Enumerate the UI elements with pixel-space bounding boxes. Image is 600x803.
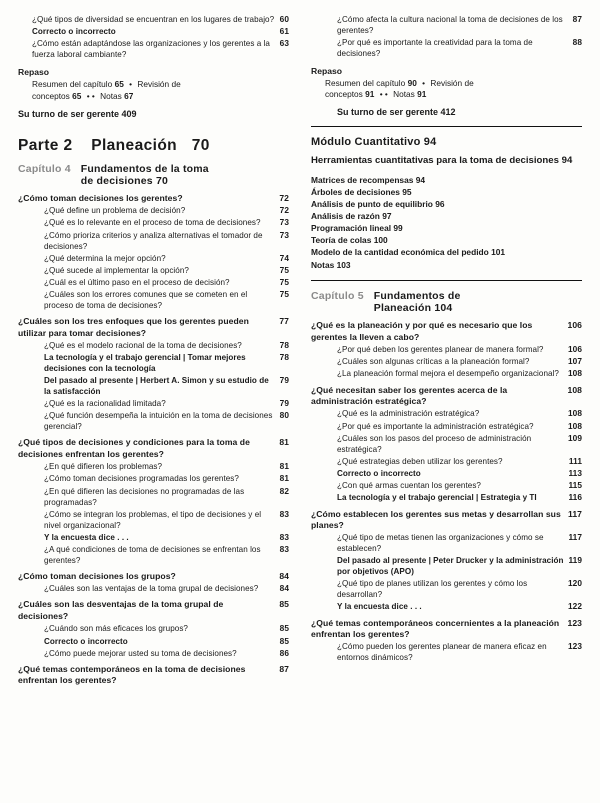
toc-entry-text: ¿Qué tipos de diversidad se encuentran en los lugares de trabajo? (32, 15, 275, 24)
toc-entry-page: 83 (279, 508, 289, 519)
toc-entry-text: ¿Cómo pueden los gerentes planear de manera eficaz en entornos dinámicos? (337, 642, 547, 663)
toc-entry-text: Correcto o incorrecto (32, 27, 116, 37)
toc-entry-page: 123 (568, 641, 582, 652)
toc-entry-page: 85 (279, 635, 289, 646)
module-heading[interactable] (311, 136, 582, 148)
repaso-line (32, 91, 289, 102)
toc-section-page: 123 (567, 617, 582, 628)
repaso-line (32, 79, 289, 90)
repaso-concepts-label: conceptos (32, 90, 70, 101)
module-item-text: Matrices de recompensas (311, 174, 414, 185)
section-divider (311, 126, 582, 127)
toc-entry[interactable] (337, 480, 582, 491)
module-item[interactable] (311, 223, 582, 235)
module-subtitle-page: 94 (561, 155, 573, 167)
turno-page: 409 (121, 108, 137, 119)
toc-entry-text: Del pasado al presente | Peter Drucker y la administración por objetivos (APO) (337, 556, 564, 577)
toc-entry[interactable] (32, 14, 289, 25)
toc-entry-page: 79 (279, 398, 289, 409)
toc-entry-text: Del pasado al presente | Herbert A. Simon y su estudio de la satisfacción (44, 376, 269, 397)
toc-entry-text: ¿Cuál es el último paso en el proceso de decisión? (44, 278, 230, 288)
toc-section-page: 72 (279, 192, 289, 203)
module-item-page: 101 (491, 247, 506, 258)
toc-entry-page: 122 (568, 601, 582, 612)
module-item-page: 94 (415, 174, 426, 185)
toc-section-text: ¿Qué es la planeación y por qué es necesario que los gerentes la lleven a cabo? (311, 320, 533, 342)
chapter-title-line2: Planeación (373, 302, 432, 315)
toc-entry[interactable] (44, 410, 289, 432)
repaso-notes-page: 91 (417, 89, 427, 100)
toc-entry[interactable] (32, 26, 289, 37)
toc-entry-text: ¿Por qué es importante la creatividad para la toma de decisiones? (337, 38, 533, 58)
toc-section-text: ¿Qué necesitan saber los gerentes acerca de la administración estratégica? (311, 384, 508, 406)
repaso-concepts-page: 91 (365, 89, 375, 100)
toc-entry[interactable] (44, 461, 289, 472)
toc-entry-text: ¿Por qué deben los gerentes planear de manera formal? (337, 344, 544, 354)
toc-entry[interactable] (337, 421, 582, 432)
toc-entry-text: ¿La planeación formal mejora el desempeño organizacional? (337, 369, 559, 379)
chapter-title-line2: de decisiones (80, 174, 153, 187)
toc-section-heading[interactable] (18, 193, 289, 204)
toc-entry-page: 87 (572, 14, 582, 24)
toc-section-heading[interactable] (18, 316, 289, 339)
toc-entry-text: ¿Cómo prioriza criterios y analiza alternativas el tomador de decisiones? (44, 230, 263, 251)
repaso-label: Repaso (311, 66, 343, 76)
toc-section-page: 77 (279, 316, 289, 327)
toc-entry-page: 111 (568, 455, 582, 466)
toc-entry-text: ¿Qué tipo de metas tienen las organizaciones y cómo se establecen? (337, 533, 544, 554)
toc-entry-page: 116 (568, 492, 582, 503)
toc-entry[interactable] (32, 38, 289, 60)
chapter-title (374, 290, 461, 314)
toc-entry[interactable] (337, 433, 582, 455)
toc-feature-entry[interactable] (337, 468, 582, 479)
module-subtitle-text: Herramientas cuantitativas para la toma de decisiones (311, 155, 559, 167)
toc-entry-page: 117 (568, 532, 582, 543)
module-item-text: Análisis de razón (311, 211, 380, 222)
toc-entry[interactable] (44, 623, 289, 634)
toc-entry-text: ¿En qué difieren los problemas? (44, 462, 163, 472)
toc-entry-page: 86 (279, 647, 289, 658)
repaso-summary-label: Resumen del capítulo (325, 78, 406, 88)
toc-entry-text: ¿Qué es lo relevante en el proceso de toma de decisiones? (44, 218, 261, 228)
toc-entry[interactable] (44, 509, 289, 531)
repaso-label: Repaso (18, 67, 50, 78)
module-item-page: 103 (336, 259, 351, 270)
repaso-line (325, 78, 582, 89)
toc-entry[interactable] (337, 532, 582, 554)
toc-entry-page: 108 (568, 368, 582, 379)
toc-section-text: ¿Qué temas contemporáneos concernientes a la planeación enfrentan los gerentes? (311, 617, 560, 640)
module-item[interactable] (311, 247, 582, 259)
toc-section-heading[interactable] (311, 509, 582, 532)
toc-feature-entry[interactable] (337, 555, 582, 577)
toc-feature-entry[interactable] (44, 636, 289, 647)
toc-entry-text: ¿En qué difieren las decisiones no programadas de las programadas? (44, 486, 245, 507)
toc-entry[interactable] (337, 456, 582, 467)
chapter-heading[interactable] (18, 163, 289, 187)
separator-dot: • • (86, 90, 95, 101)
toc-feature-entry[interactable] (337, 601, 582, 612)
module-page: 94 (423, 136, 437, 149)
repaso-summary-label: Resumen del capítulo (32, 79, 113, 90)
toc-section-page: 81 (279, 437, 289, 448)
module-item-page: 96 (435, 199, 445, 210)
toc-entry[interactable] (337, 14, 582, 36)
module-item-text: Programación lineal (311, 223, 392, 234)
toc-section-page: 87 (279, 663, 289, 674)
toc-section-text: ¿Cómo toman decisiones los grupos? (18, 570, 176, 581)
toc-entry-page: 107 (568, 356, 582, 367)
toc-section-text: ¿Qué temas contemporáneos en la toma de decisiones enfrentan los gerentes? (18, 663, 246, 686)
turno-label: Su turno de ser gerente (18, 108, 120, 119)
toc-entry-page: 84 (279, 583, 289, 594)
toc-entry-text: Correcto o incorrecto (337, 469, 421, 478)
toc-entry[interactable] (337, 356, 582, 367)
toc-section-text: ¿Cómo establecen los gerentes sus metas y desarrollan sus planes? (311, 508, 561, 531)
toc-entry[interactable] (44, 230, 289, 252)
toc-entry[interactable] (44, 340, 289, 351)
module-item[interactable] (311, 235, 582, 247)
repaso-summary-page: 65 (114, 79, 124, 90)
toc-section-text: ¿Cuáles son las desventajas de la toma grupal de decisiones? (18, 599, 224, 621)
toc-feature-entry[interactable] (44, 375, 289, 397)
module-item-page: 100 (373, 235, 388, 246)
turno-line[interactable] (337, 107, 582, 117)
toc-entry[interactable] (44, 205, 289, 216)
toc-entry[interactable] (337, 344, 582, 355)
repaso-line (325, 89, 582, 100)
toc-entry-text: ¿Cuáles son los pasos del proceso de administración estratégica? (337, 433, 532, 454)
toc-entry-text: ¿Con qué armas cuentan los gerentes? (337, 481, 481, 491)
toc-section-heading[interactable] (18, 437, 289, 460)
toc-section-heading[interactable] (311, 618, 582, 641)
toc-entry-page: 113 (568, 468, 582, 478)
toc-entry-text: ¿Qué define un problema de decisión? (44, 206, 186, 216)
toc-section-page: 106 (567, 320, 582, 331)
repaso-review-label: Revisión de (430, 78, 474, 88)
toc-entry[interactable] (44, 544, 289, 566)
toc-entry-page: 78 (279, 352, 289, 363)
toc-entry-text: ¿Cómo afecta la cultura nacional la toma de decisiones de los gerentes? (337, 15, 563, 35)
part-title: Planeación (91, 136, 178, 154)
toc-section-text: ¿Cómo toman decisiones los gerentes? (18, 192, 183, 203)
toc-entry-page: 73 (279, 217, 289, 228)
two-column-layout (18, 14, 582, 793)
toc-entry[interactable] (44, 265, 289, 276)
toc-feature-entry[interactable] (337, 492, 582, 503)
toc-entry[interactable] (44, 486, 289, 508)
toc-entry[interactable] (337, 641, 582, 663)
repaso-review-label: Revisión de (137, 79, 181, 90)
toc-section-heading[interactable] (311, 320, 582, 343)
toc-entry-text: ¿Cuándo son más eficaces los grupos? (44, 624, 188, 634)
toc-entry-text: ¿Cómo se integran los problemas, el tipo de decisiones y el nivel organizacional? (44, 509, 262, 530)
toc-entry-page: 80 (279, 410, 289, 421)
toc-entry[interactable] (44, 289, 289, 311)
toc-entry-page: 61 (279, 26, 289, 37)
toc-entry-page: 108 (568, 408, 582, 419)
toc-entry-page: 108 (568, 420, 582, 431)
toc-entry[interactable] (44, 583, 289, 594)
repaso-notes-label: Notas (393, 89, 415, 100)
toc-entry-page: 81 (279, 473, 289, 484)
module-item-page: 95 (402, 187, 412, 197)
chapter-heading[interactable] (311, 290, 582, 314)
turno-line[interactable] (18, 109, 289, 119)
toc-entry-page: 75 (279, 277, 289, 288)
toc-feature-entry[interactable] (44, 352, 289, 374)
toc-entry-text: Correcto o incorrecto (44, 636, 128, 646)
module-item-text: Árboles de decisiones (311, 187, 400, 197)
toc-section-text: ¿Qué tipos de decisiones y condiciones para la toma de decisiones enfrentan los gerentes? (18, 437, 250, 459)
toc-entry-page: 81 (279, 461, 289, 472)
toc-section-heading[interactable] (18, 571, 289, 582)
repaso-concepts-label: conceptos (325, 89, 363, 100)
toc-entry[interactable] (44, 648, 289, 659)
toc-entry-page: 73 (279, 229, 289, 240)
repaso-notes-page: 67 (124, 90, 134, 101)
toc-entry-text: ¿Qué determina la mejor opción? (44, 253, 166, 263)
toc-entry-page: 72 (279, 205, 289, 216)
toc-section-page: 108 (567, 384, 582, 395)
toc-entry-text: ¿Qué sucede al implementar la opción? (44, 265, 189, 275)
toc-entry[interactable] (337, 368, 582, 379)
toc-entry-text: ¿Qué tipo de planes utilizan los gerentes y cómo los desarrollan? (337, 579, 528, 600)
chapter-title-line1: Fundamentos de (373, 290, 461, 303)
toc-section-page: 117 (567, 508, 582, 519)
toc-entry-text: ¿Qué función desempeña la intuición en la toma de decisiones gerencial? (44, 411, 273, 432)
toc-entry-page: 83 (279, 543, 289, 554)
right-column (311, 14, 582, 793)
module-item[interactable] (311, 175, 582, 187)
toc-entry-page: 75 (279, 289, 289, 300)
repaso-summary-page: 90 (407, 78, 417, 88)
toc-entry-page: 88 (572, 37, 582, 47)
toc-entry-page: 119 (568, 555, 582, 566)
toc-entry-page: 120 (568, 578, 582, 589)
toc-entry-text: ¿Cómo toman decisiones programadas los gerentes? (44, 474, 239, 484)
part-heading (18, 137, 289, 155)
toc-entry-page: 60 (279, 14, 289, 24)
module-item-text: Teoría de colas (311, 235, 372, 246)
toc-section-page: 84 (279, 570, 289, 581)
module-item-text: Notas (311, 259, 335, 270)
module-title: Módulo Cuantitativo (311, 136, 421, 149)
turno-page: 412 (440, 107, 456, 118)
chapter-title-line1: Fundamentos de la toma (80, 162, 209, 175)
toc-entry-text: ¿Cuáles son algunas críticas a la planeación formal? (337, 357, 530, 367)
toc-entry-page: 109 (568, 432, 582, 443)
toc-entry-page: 115 (568, 480, 582, 491)
toc-entry-text: ¿Qué es la racionalidad limitada? (44, 399, 166, 409)
toc-section-heading[interactable] (311, 385, 582, 408)
toc-entry-page: 78 (279, 340, 289, 351)
toc-entry-page: 83 (279, 531, 289, 542)
toc-entry[interactable] (44, 473, 289, 484)
toc-entry[interactable] (44, 277, 289, 288)
toc-entry-page: 75 (279, 264, 289, 275)
module-item-text: Modelo de la cantidad económica del pedido (311, 247, 489, 258)
part-label: Parte 2 (18, 136, 73, 154)
toc-entry-text: ¿Cuáles son los errores comunes que se cometen en el proceso de toma de decisiones? (44, 290, 248, 311)
module-item-page: 97 (382, 211, 392, 222)
separator-dot: • (422, 78, 426, 88)
toc-entry-text: ¿A qué condiciones de toma de decisiones se enfrentan los gerentes? (44, 544, 261, 565)
toc-entry-page: 74 (279, 252, 289, 263)
chapter-page: 70 (155, 174, 169, 187)
module-item[interactable] (311, 199, 582, 211)
toc-entry[interactable] (337, 578, 582, 600)
toc-entry-page: 85 (279, 623, 289, 634)
toc-entry-text: ¿Por qué es importante la administración estratégica? (337, 421, 534, 431)
chapter-title (81, 163, 209, 187)
section-divider (311, 280, 582, 281)
turno-label: Su turno de ser gerente (337, 107, 439, 118)
toc-feature-entry[interactable] (44, 532, 289, 543)
part-page: 70 (191, 136, 210, 154)
separator-dot: • (129, 79, 133, 90)
toc-entry-text: ¿Qué estrategias deben utilizar los gerentes? (337, 456, 503, 466)
toc-entry[interactable] (44, 253, 289, 264)
toc-section-heading[interactable] (18, 664, 289, 687)
toc-entry-text: ¿Cómo están adaptándose las organizaciones y los gerentes a la fuerza laboral cambiante? (32, 39, 270, 60)
module-item[interactable] (311, 187, 582, 199)
module-item[interactable] (311, 211, 582, 223)
module-item[interactable] (311, 260, 582, 272)
toc-entry-text: ¿Qué es la administración estratégica? (337, 409, 480, 419)
left-column (18, 14, 289, 793)
toc-section-page: 85 (279, 599, 289, 610)
toc-entry[interactable] (337, 408, 582, 419)
toc-entry-page: 63 (279, 38, 289, 49)
toc-entry-text: ¿Cómo puede mejorar usted su toma de decisiones? (44, 648, 237, 658)
module-item-text: Análisis de punto de equilibrio (311, 199, 433, 210)
toc-entry[interactable] (44, 217, 289, 228)
toc-entry-page: 106 (568, 343, 582, 354)
toc-section-heading[interactable] (18, 599, 289, 622)
toc-entry-page: 79 (279, 375, 289, 386)
toc-entry-text: Y la encuesta dice . . . (337, 602, 422, 612)
module-subtitle (311, 155, 582, 168)
module-item-page: 99 (393, 223, 403, 234)
chapter-label: Capítulo 5 (311, 290, 364, 303)
toc-entry-page: 82 (279, 485, 289, 496)
toc-entry[interactable] (44, 398, 289, 409)
toc-entry-text: ¿Qué es el modelo racional de la toma de decisiones? (44, 341, 242, 351)
chapter-label: Capítulo 4 (18, 162, 71, 175)
toc-entry[interactable] (337, 37, 582, 59)
toc-section-text: ¿Cuáles son los tres enfoques que los gerentes pueden utilizar para tomar decisiones? (18, 316, 249, 338)
toc-entry-text: Y la encuesta dice . . . (44, 532, 129, 542)
chapter-page: 104 (434, 302, 453, 315)
separator-dot: • • (379, 89, 388, 100)
toc-entry-text: ¿Cuáles son las ventajas de la toma grupal de decisiones? (44, 584, 259, 594)
repaso-concepts-page: 65 (72, 90, 82, 101)
toc-entry-text: La tecnología y el trabajo gerencial | Tomar mejores decisiones con la tecnología (44, 353, 246, 374)
repaso-notes-label: Notas (100, 90, 122, 101)
toc-entry-text: La tecnología y el trabajo gerencial | Estrategia y TI (337, 493, 537, 503)
